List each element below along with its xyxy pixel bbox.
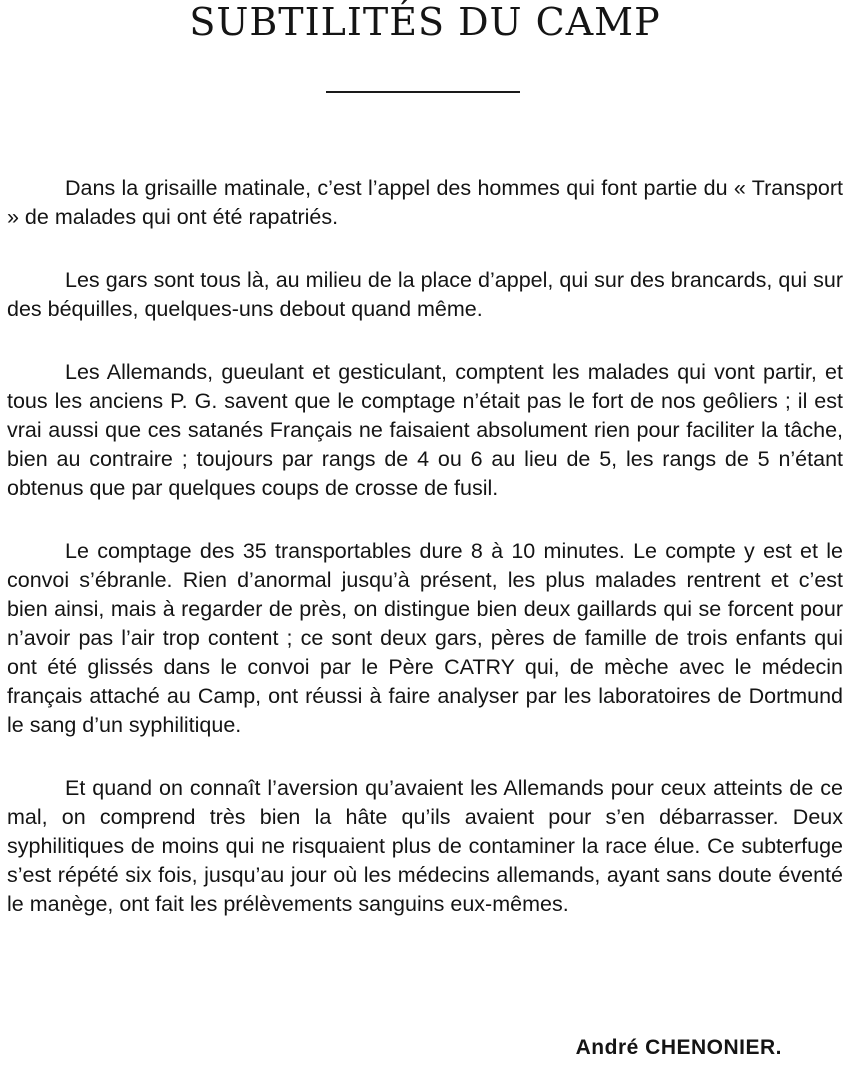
paragraph-2: Les gars sont tous là, au milieu de la place d’appel, qui sur des brancards, qui sur des béquilles, quelques-uns debout quand même. (7, 268, 843, 321)
title-underline (326, 91, 520, 93)
paragraph-1: Dans la grisaille matinale, c’est l’appel des hommes qui font partie du « Transport » de malades qui ont été rapatriés. (7, 176, 843, 229)
page-title: SUBTILITÉS DU CAMP (189, 0, 661, 44)
paragraph-5: Et quand on connaît l’aversion qu’avaient les Allemands pour ceux atteints de ce mal, on comprend très bien la hâte qu’ils avaient pour s’en débarrasser. Deux syphilitiques de moins qui ne risquaient plus de contaminer la race élue. Ce subterfuge s’est répété six fois, jusqu’au jour où les médecins allemands, ayant sans doute éventé le manège, ont fait les prélèvements sanguins eux-mêmes. (7, 776, 843, 916)
author-signature: André CHENONIER. (575, 1036, 782, 1059)
paragraph-4: Le comptage des 35 transportables dure 8 à 10 minutes. Le compte y est et le convoi s’ébranle. Rien d’anormal jusqu’à présent, les plus malades rentrent et c’est bien ainsi, mais à regarder de près, on distingue bien deux gaillards qui se forcent pour n’avoir pas l’air trop content ; ce sont deux gars, pères de famille de trois enfants qui ont été glissés dans le convoi par le Père CATRY qui, de mèche avec le médecin français attaché au Camp, ont réussi à faire analyser par les laboratoires de Dortmund le sang d’un syphilitique. (7, 539, 843, 737)
paragraph-3: Les Allemands, gueulant et gesticulant, comptent les malades qui vont partir, et tous les anciens P. G. savent que le comptage n’était pas le fort de nos geôliers ; il est vrai aussi que ces satanés Français ne faisaient absolument rien pour faciliter la tâche, bien au contraire ; toujours par rangs de 4 ou 6 au lieu de 5, les rangs de 5 n’étant obtenus que par quelques coups de crosse de fusil. (7, 360, 843, 500)
article-body (7, 174, 843, 953)
